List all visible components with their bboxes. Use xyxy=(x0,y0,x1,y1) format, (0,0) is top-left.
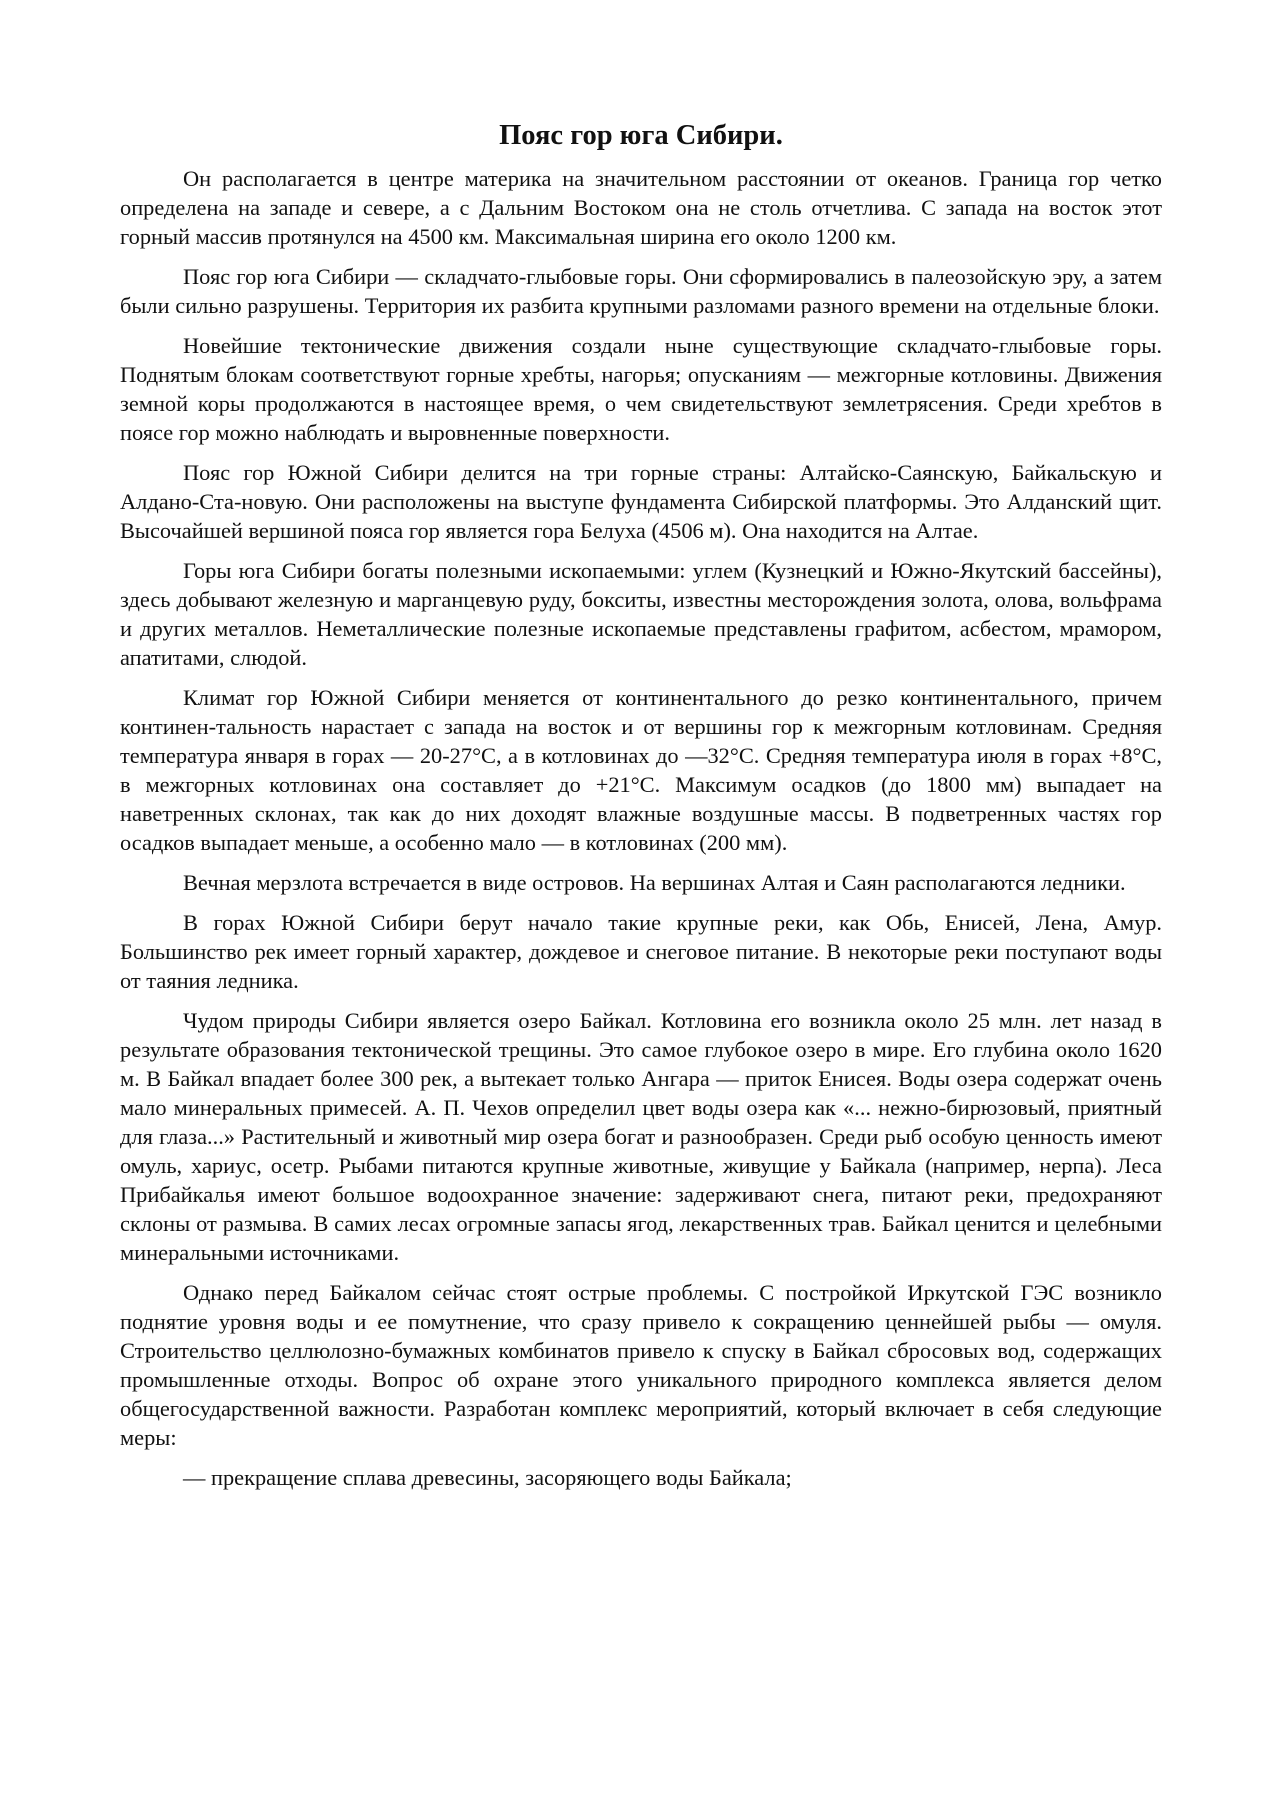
document-page xyxy=(120,118,1162,1503)
paragraph-geology: Пояс гор юга Сибири — складчато-глыбовые горы. Они сформировались в палеозойскую эру, а затем были сильно разрушены. Территория их разбита крупными разломами разного времени на отдельные блоки. xyxy=(120,264,1162,318)
paragraph-minerals: Горы юга Сибири богаты полезными ископаемыми: углем (Кузнецкий и Южно-Якутский бассейны), здесь добывают железную и марганцевую руду, бокситы, известны месторождения золота, олова, вольфрама и других металлов. Неметаллические полезные ископаемые представлены графитом, асбестом, мрамором, апатитами, слюдой. xyxy=(120,558,1162,670)
paragraph-rivers: В горах Южной Сибири берут начало такие крупные реки, как Обь, Енисей, Лена, Амур. Большинство рек имеет горный характер, дождевое и снеговое питание. В некоторые реки поступают воды от таяния ледника. xyxy=(120,910,1162,993)
paragraph-permafrost: Вечная мерзлота встречается в виде островов. На вершинах Алтая и Саян располагаются ледники. xyxy=(183,870,1126,895)
paragraph-mountain-countries: Пояс гор Южной Сибири делится на три горные страны: Алтайско-Саянскую, Байкальскую и Алдано-Ста-новую. Они расположены на выступе фундамента Сибирской платформы. Это Алданский щит. Высочайшей вершиной пояса гор является гора Белуха (4506 м). Она находится на Алтае. xyxy=(120,460,1162,543)
paragraph-tectonics: Новейшие тектонические движения создали ныне существующие складчато-глыбовые горы. Поднятым блокам соответствуют горные хребты, нагорья; опусканиям — межгорные котловины. Движения земной коры продолжаются в настоящее время, о чем свидетельствуют землетрясения. Среди хребтов в поясе гор можно наблюдать и выровненные поверхности. xyxy=(120,333,1162,445)
paragraph-location: Он располагается в центре материка на значительном расстоянии от океанов. Граница гор четко определена на западе и севере, а с Дальним Востоком она не столь отчетлива. С запада на восток этот горный массив протянулся на 4500 км. Максимальная ширина его около 1200 км. xyxy=(120,166,1162,249)
page-title: Пояс гор юга Сибири. xyxy=(499,120,783,151)
paragraph-baikal-problems: Однако перед Байкалом сейчас стоят острые проблемы. С постройкой Иркутской ГЭС возникло поднятие уровня воды и ее помутнение, что сразу привело к сокращению ценнейшей рыбы — омуля. Строительство целлюлозно-бумажных комбинатов привело к спуску в Байкал сбросовых вод, содержащих промышленные отходы. Вопрос об охране этого уникального природного комплекса является делом общегосударственной важности. Разработан комплекс мероприятий, который включает в себя следующие меры: xyxy=(120,1280,1162,1450)
list-item: — прекращение сплава древесины, засоряющего воды Байкала; xyxy=(183,1465,792,1490)
paragraph-climate: Климат гор Южной Сибири меняется от континентального до резко континентального, причем континен-тальность нарастает с запада на восток и от вершины гор к межгорным котловинам. Средняя температура января в горах — 20-27°С, а в котловинах до —32°С. Средняя температура июля в горах +8°С, в межгорных котловинах она составляет до +21°С. Максимум осадков (до 1800 мм) выпадает на наветренных склонах, так как до них доходят влажные воздушные массы. В подветренных частях гор осадков выпадает меньше, а особенно мало — в котловинах (200 мм). xyxy=(120,685,1162,855)
paragraph-baikal: Чудом природы Сибири является озеро Байкал. Котловина его возникла около 25 млн. лет назад в результате образования тектонической трещины. Это самое глубокое озеро в мире. Его глубина около 1620 м. В Байкал впадает более 300 рек, а вытекает только Ангара — приток Енисея. Воды озера содержат очень мало минеральных примесей. А. П. Чехов определил цвет воды озера как «... нежно-бирюзовый, приятный для глаза...» Растительный и животный мир озера богат и разнообразен. Среди рыб особую ценность имеют омуль, хариус, осетр. Рыбами питаются крупные животные, живущие у Байкала (например, нерпа). Леса Прибайкалья имеют большое водоохранное значение: задерживают снега, питают реки, предохраняют склоны от размыва. В самих лесах огромные запасы ягод, лекарственных трав. Байкал ценится и целебными минеральными источниками. xyxy=(120,1008,1162,1265)
